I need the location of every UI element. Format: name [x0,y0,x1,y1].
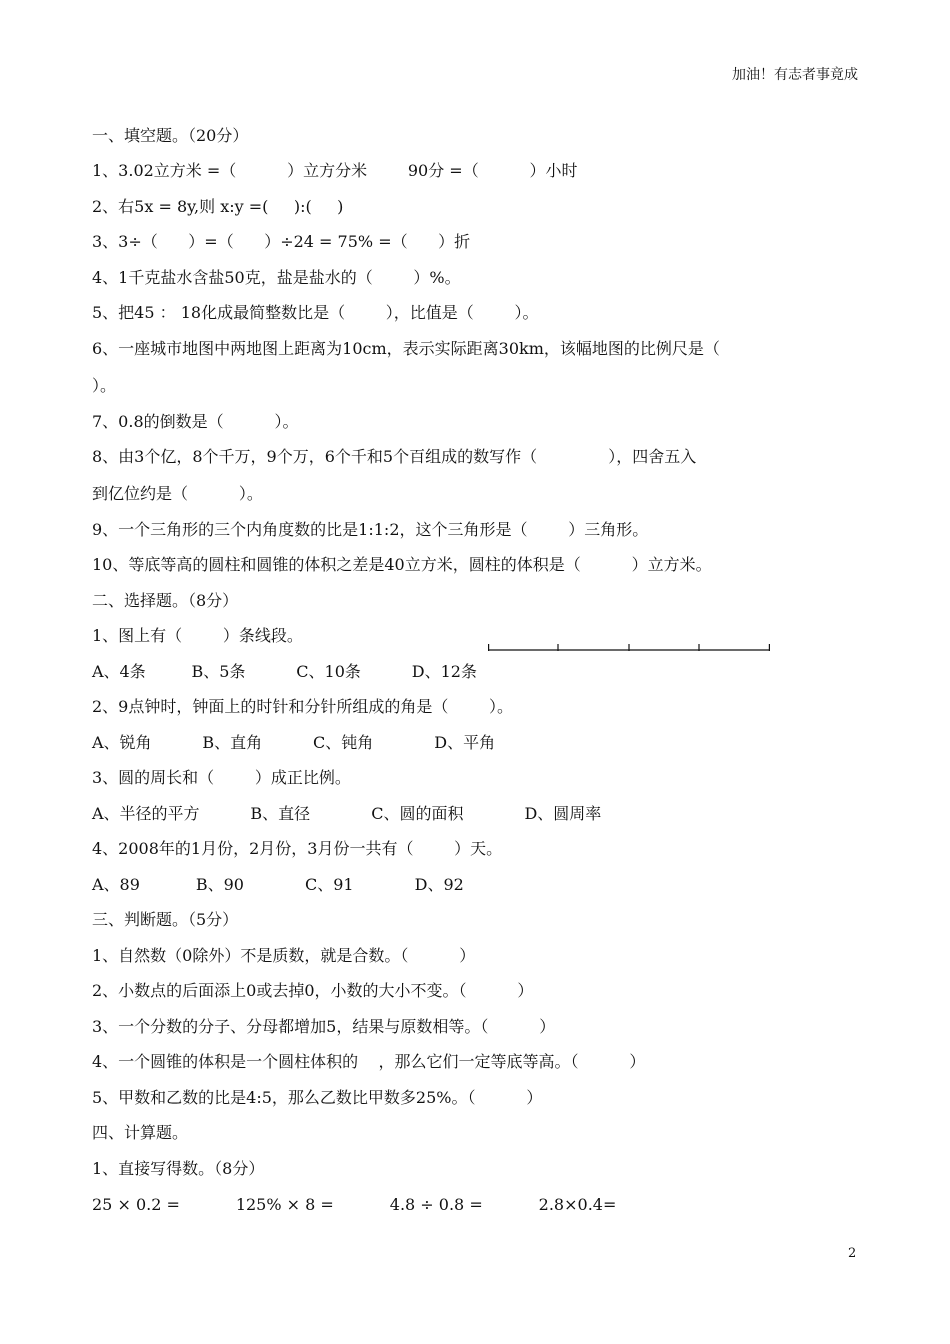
section-1-title: 一、填空题。（20分） [92,126,249,145]
question-line: 4、2008年的1月份，2月份，3月份一共有（ ）天。 [92,839,503,858]
question-line: 10、等底等高的圆柱和圆锥的体积之差是40立方米，圆柱的体积是（ ）立方米。 [92,555,712,574]
section-2-title: 二、选择题。（8分） [92,591,239,610]
question-line: 1、直接写得数。（8分） [92,1159,265,1178]
question-line: 9、一个三角形的三个内角度数的比是1:1:2，这个三角形是（ ）三角形。 [92,520,649,539]
header-motto: 加油！有志者事竟成 [732,67,858,83]
choice-line: A、锐角 B、直角 C、钝角 D、平角 [92,733,496,752]
choice-line: A、半径的平方 B、直径 C、圆的面积 D、圆周率 [92,804,602,823]
calc-line: 25 × 0.2 = 125% × 8 = 4.8 ÷ 0.8 = 2.8×0.4= [92,1195,617,1214]
question-line: 2、右5x = 8y,则 x:y =( ):( ) [92,197,344,216]
question-line: 3、圆的周长和（ ）成正比例。 [92,768,351,787]
question-line: ）。 [92,376,117,395]
question-line: 3、3÷（ ）=（ ）÷24 = 75% =（ ）折 [92,232,471,251]
question-line: 7、0.8的倒数是（ ）。 [92,412,299,431]
question-line: 5、把45 ： 18化成最简整数比是（ ），比值是（ ）。 [92,303,539,322]
question-line: 1、自然数（0除外）不是质数，就是合数。（ ） [92,946,476,965]
choice-line: A、4条 B、5条 C、10条 D、12条 [92,662,477,681]
line-segment-figure [488,644,770,654]
question-line: 8、由3个亿，8个千万，9个万，6个千和5个百组成的数写作（ ），四舍五入 [92,447,697,466]
question-line: 2、9点钟时，钟面上的时针和分针所组成的角是（ ）。 [92,697,514,716]
section-3-title: 三、判断题。（5分） [92,910,239,929]
question-line: 6、一座城市地图中两地图上距离为10cm，表示实际距离30km，该幅地图的比例尺是（ [92,339,720,358]
page-number: 2 [848,1246,857,1261]
question-line: 1、3.02立方米 =（ ）立方分米 90分 =（ ）小时 [92,161,578,180]
question-line: 5、甲数和乙数的比是4:5，那么乙数比甲数多25%。（ ） [92,1088,543,1107]
question-line: 3、一个分数的分子、分母都增加5，结果与原数相等。（ ） [92,1017,556,1036]
choice-line: A、89 B、90 C、91 D、92 [92,875,464,894]
question-line: 2、小数点的后面添上0或去掉0，小数的大小不变。（ ） [92,981,534,1000]
question-line: 到亿位约是（ ）。 [92,484,263,503]
question-line: 4、一个圆锥的体积是一个圆柱体积的 ，那么它们一定等底等高。（ ） [92,1052,646,1071]
question-line: 4、1千克盐水含盐50克，盐是盐水的（ ）%。 [92,268,461,287]
section-4-title: 四、计算题。 [92,1123,189,1142]
question-line: 1、图上有（ ）条线段。 [92,626,303,645]
